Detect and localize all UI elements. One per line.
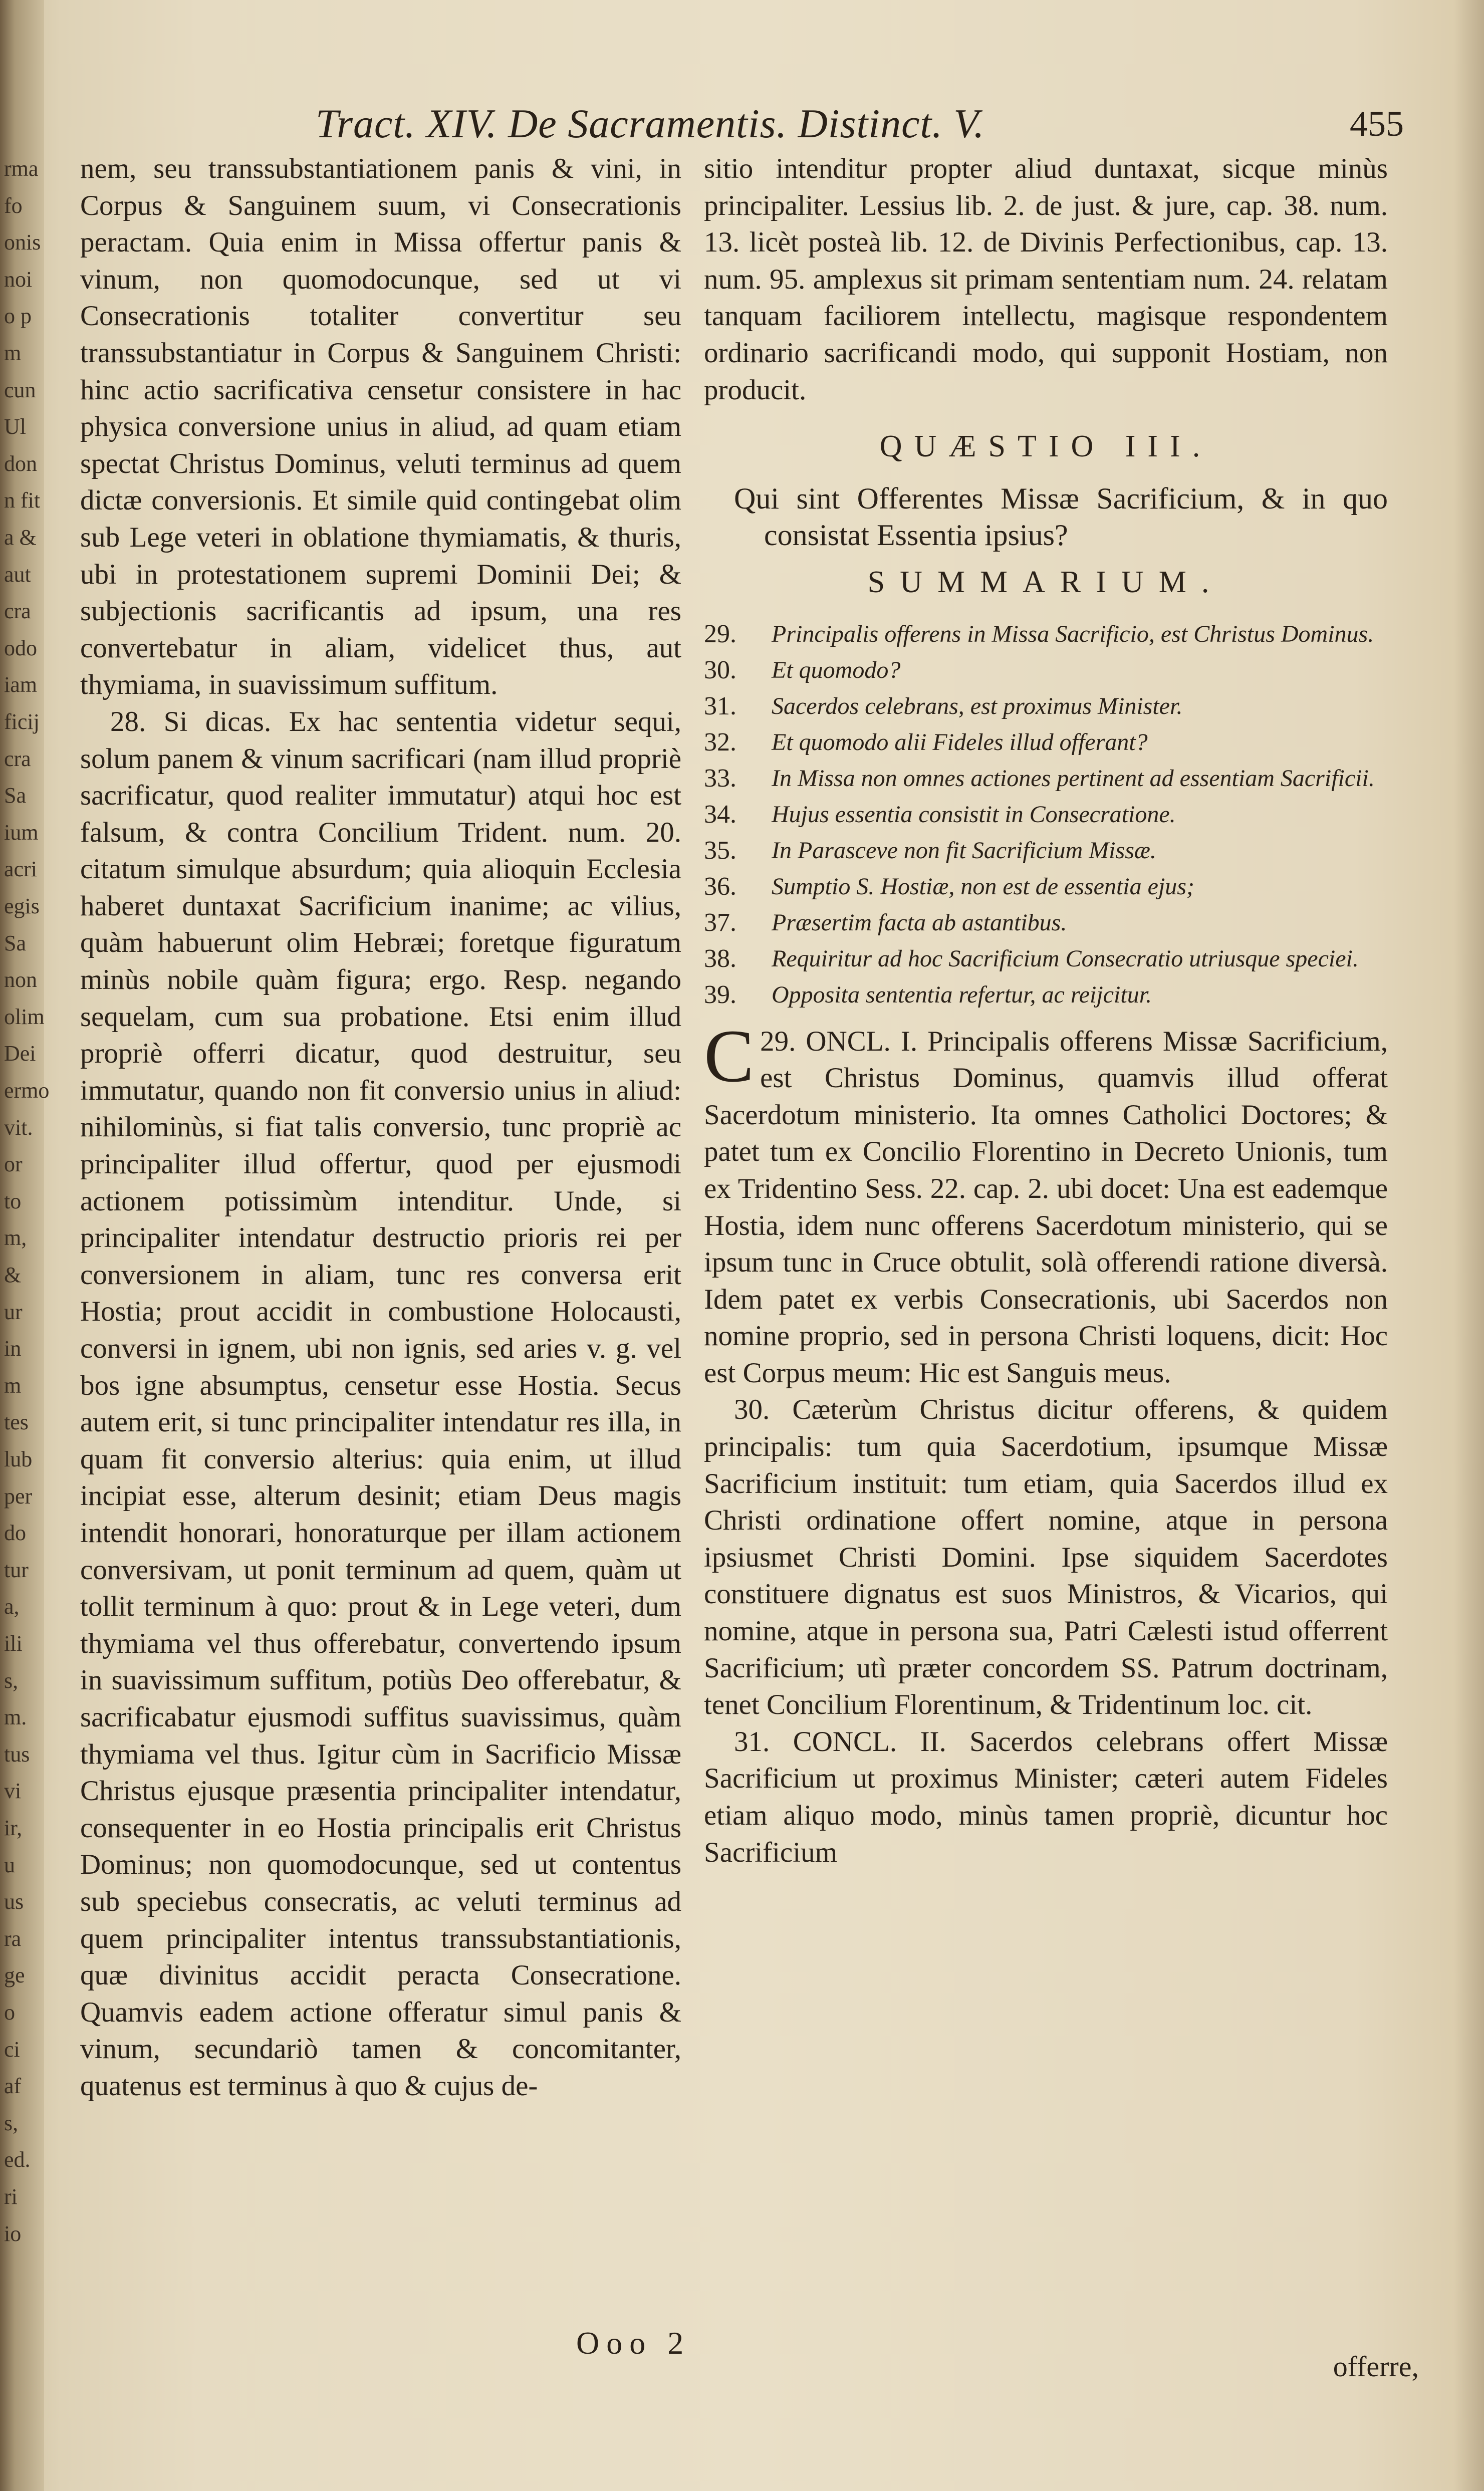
margin-fragment: ir, <box>4 1816 23 1840</box>
margin-fragment: per <box>4 1483 33 1509</box>
margin-fragment: onis <box>4 230 41 255</box>
margin-fragment: ri <box>4 2184 18 2209</box>
margin-fragment: iam <box>4 672 37 697</box>
para-30: 30. Cæterùm Christus dicitur offerens, & quidem principalis: tum quia Sacerdotium, ipsumque Missæ Sacrificium instituit: tum etiam, quia Sacerdos illud ex Christi ordinatione offert nomine, atque in persona ipsiusmet Christi Domini. Ipse siquidem Sacerdotes constituere dignatus est suos Ministros, & Vicarios, qui nomine, atque in persona sua, Patri Cælesti istud offerrent Sacrificium; utì præter concordem SS. Patrum doctrinam, tenet Concilium Florentinum, & Tridentinum loc. cit. <box>704 1394 1388 1721</box>
margin-fragment: to <box>4 1188 22 1213</box>
margin-fragment: Sa <box>4 783 26 808</box>
summarium-item <box>704 797 1388 833</box>
summarium-item <box>704 761 1388 797</box>
margin-fragment: m <box>4 341 22 365</box>
margin-fragment: odo <box>4 635 37 660</box>
margin-fragment: rma <box>4 156 39 181</box>
summarium-number: 33. <box>704 764 736 793</box>
summarium-number: 32. <box>704 727 736 757</box>
catchword: offerre, <box>1333 2350 1419 2383</box>
summarium-list <box>704 616 1388 1013</box>
running-head <box>316 100 1429 145</box>
margin-fragment: m. <box>4 1705 27 1730</box>
margin-fragment: s, <box>4 2110 19 2135</box>
summarium-text: Hujus essentia consistit in Consecratione. <box>772 801 1176 828</box>
facing-page-edge <box>0 0 50 2491</box>
margin-fragment: in <box>4 1336 22 1361</box>
margin-fragment: & <box>4 1263 22 1287</box>
margin-fragment: tur <box>4 1557 29 1582</box>
summarium-item <box>704 869 1388 905</box>
margin-fragment: ficij <box>4 709 40 734</box>
margin-fragment: ge <box>4 1963 25 1988</box>
margin-fragment: Ul <box>4 414 26 439</box>
margin-fragment: do <box>4 1521 26 1546</box>
margin-fragment: tus <box>4 1741 30 1767</box>
left-column <box>80 150 681 2104</box>
margin-fragment: a, <box>4 1594 20 1619</box>
para-31: 31. CONCL. II. Sacerdos celebrans offert Missæ Sacrificium ut proximus Minister; cæteri autem Fideles etiam aliquo modo, minùs tamen propriè, dicuntur hoc Sacrificium <box>704 1725 1388 1868</box>
margin-fragment: o p <box>4 304 32 329</box>
summarium-item <box>704 652 1388 688</box>
summarium-text: Et quomodo alii Fideles illud offerant? <box>772 728 1148 756</box>
summarium-number: 31. <box>704 691 736 720</box>
right-column <box>704 150 1388 1871</box>
right-intro: sitio intenditur propter aliud duntaxat, sicque minùs principaliter. Lessius lib. 2. de just. & jure, cap. 38. num. 13. licèt posteà lib. 12. de Divinis Perfectionibus, cap. 13. num. 95. amplexus sit primam sententiam num. 24. relatam tanquam faciliorem intellectu, magisque respondentem ordinario sacrificandi modo, qui supponit Hostiam, non producit. <box>704 153 1388 406</box>
conclusion-1-text: ONCL. I. Principalis offerens Missæ Sacrificium, est Christus Dominus, quamvis illud offerat Sacerdotum ministerio. Ita omnes Catholici Doctores; & patet tum ex Concilio Florentino in Decreto Unionis, tum ex Tridentino Sess. 22. cap. 2. ubi docet: Una est eademque Hostia, idem nunc offerens Sacerdotum ministerio, qui se ipsum tunc in Cruce obtulit, solà offerendi ratione diversà. Idem patet ex verbis Consecrationis, ubi Sacerdos non nomine proprio, sed in persona Christi loquens, dicit: Hoc est Corpus meum: Hic est Sanguis meus. <box>704 1025 1388 1389</box>
summarium-text: Præsertim facta ab astantibus. <box>772 909 1067 936</box>
margin-fragment: o <box>4 2000 15 2025</box>
margin-fragment: fo <box>4 193 23 218</box>
summarium-text: Requiritur ad hoc Sacrificium Consecratio utriusque speciei. <box>772 945 1359 972</box>
margin-fragment: Dei <box>4 1041 36 1066</box>
summarium-number: 34. <box>704 800 736 829</box>
summarium-item <box>704 724 1388 761</box>
running-title: Tract. XIV. De Sacramentis. Distinct. V. <box>316 101 985 146</box>
summarium-text: Sacerdos celebrans, est proximus Minister. <box>772 692 1183 719</box>
page-number: 455 <box>1350 104 1404 144</box>
left-para-1: nem, seu transsubstantiationem panis & vini, in Corpus & Sanguinem suum, vi Consecrationis peractam. Quia enim in Missa offertur panis & vinum, non quomodocunque, sed ut vi Consecrationis totaliter convertitur seu transsubstantiatur in Corpus & Sanguinem Christi: hinc actio sacrificativa censetur consistere in hac physica conversione unius in aliud, ad quam etiam spectat Christus Dominus, veluti terminus ad quem dictæ conversionis. Et simile quid contingebat olim sub Lege veteri in oblatione thymiamatis, & thuris, ubi in protestationem supremi Dominii Dei; & subjectionis sacrificantis ad ipsum, una res convertebatur in aliam, videlicet thus, aut thymiama, in suavissimum suffitum. <box>80 153 681 701</box>
margin-fragment: cun <box>4 377 36 402</box>
margin-fragment: us <box>4 1889 24 1914</box>
summarium-text: In Missa non omnes actiones pertinent ad essentiam Sacrificii. <box>772 765 1375 792</box>
summarium-number: 30. <box>704 655 736 684</box>
margin-fragment: u <box>4 1852 15 1877</box>
summarium-item <box>704 833 1388 869</box>
signature-mark: Ooo 2 <box>576 2325 691 2361</box>
margin-fragment: cra <box>4 599 31 624</box>
summarium-item <box>704 941 1388 977</box>
margin-fragment: ermo <box>4 1078 50 1103</box>
margin-fragment: lub <box>4 1447 33 1471</box>
margin-fragment: s, <box>4 1668 19 1693</box>
margin-fragment: ci <box>4 2037 20 2062</box>
margin-fragment: or <box>4 1152 23 1177</box>
question-heading: QUÆSTIO III. <box>879 429 1212 464</box>
margin-fragment: vi <box>4 1779 22 1804</box>
margin-fragment: ili <box>4 1631 23 1656</box>
margin-fragment: aut <box>4 562 31 587</box>
margin-fragment: ur <box>4 1299 23 1324</box>
margin-fragment: a & <box>4 525 37 550</box>
margin-fragment: egis <box>4 894 40 918</box>
summarium-text: In Parasceve non fit Sacrificium Missæ. <box>772 837 1156 864</box>
margin-fragment: acri <box>4 857 37 882</box>
drop-cap: C <box>704 1014 755 1098</box>
summarium-heading: SUMMARIUM. <box>867 565 1224 599</box>
margin-fragment: m <box>4 1373 22 1398</box>
summarium-item <box>704 905 1388 941</box>
question-title: Qui sint Offerentes Missæ Sacrificium, & in quo consistat Essentia ipsius? <box>734 481 1388 552</box>
summarium-number: 38. <box>704 944 736 973</box>
margin-fragment: vit. <box>4 1115 33 1140</box>
margin-fragment: n fit <box>4 488 41 513</box>
summarium-item <box>704 688 1388 724</box>
summarium-number: 39. <box>704 980 736 1009</box>
summarium-number: 35. <box>704 836 736 865</box>
margin-fragment: ra <box>4 1926 22 1951</box>
summarium-item <box>704 977 1388 1013</box>
summarium-number: 29. <box>704 619 736 648</box>
margin-fragment: olim <box>4 1004 45 1029</box>
margin-fragment: noi <box>4 267 33 292</box>
summarium-number: 37. <box>704 908 736 937</box>
margin-fragment: don <box>4 451 37 476</box>
conclusion-1 <box>704 1014 1388 1392</box>
margin-fragment: cra <box>4 746 31 771</box>
summarium-text: Opposita sententia refertur, ac reijcitur. <box>772 981 1152 1008</box>
summarium-text: Principalis offerens in Missa Sacrificio, est Christus Dominus. <box>772 620 1374 647</box>
margin-fragment: io <box>4 2221 22 2246</box>
conclusion-1-number: 29. <box>760 1025 796 1057</box>
summarium-item <box>704 616 1388 652</box>
margin-fragment: ed. <box>4 2147 31 2172</box>
margin-fragment: m, <box>4 1225 27 1251</box>
margin-fragment: Sa <box>4 930 26 955</box>
margin-fragment: ium <box>4 820 39 845</box>
left-para-2: 28. Si dicas. Ex hac sententia videtur sequi, solum panem & vinum sacrificari (nam illud propriè sacrificatur, quod realiter immutatur) atqui hoc est falsum, & contra Concilium Trident. num. 20. citatum simulque absurdum; quia alioquin Ecclesia haberet duntaxat Sacrificium inanime; ac vilius, quàm habuerunt olim Hebræi; foretque figuratum minùs nobile quàm figura; ergo. Resp. negando sequelam, cum sua probatione. Etsi enim illud propriè offerri dicatur, quod destruitur, seu immutatur, quando non fit conversio unius in aliud: nihilominùs, si fiat talis conversio, tunc propriè ac principaliter illud offertur, quod per ejusmodi actionem potissimùm intenditur. Unde, si principaliter intendatur destructio prioris rei per conversionem in aliam, tunc res conversa erit Hostia; prout accidit in combustione Holocausti, conversi in ignem, ubi non ignis, sed aries v. g. vel bos igne absumptus, censetur esse Hostia. Secus autem erit, si tunc principaliter intendatur res illa, in quam fit conversio alterius: quia enim, ut illud incipiat esse, alterum desinit; etiam Deus magis intendit honorari, honoraturque per illam actionem conversivam, ut ponit terminum ad quem, quàm ut tollit terminum à quo: prout & in Lege veteri, dum thymiama vel thus offerebatur, convertendo ipsum in suavissimum suffitum, potiùs Deo offerebatur, & sacrificabatur ejusmodi suffitus suavissimus, quàm thymiama vel thus. Igitur cùm in Sacrificio Missæ Christus ejusque præsentia principaliter intendatur, consequenter in eo Hostia principalis erit Christus Dominus; non quomodocunque, sed ut contentus sub speciebus consecratis, ac veluti terminus ad quem principaliter intentus transsubstantiationis, quæ divinitus accidit peracta Consecratione. Quamvis eadem actione offeratur simul panis & vinum, secundariò tamen & concomitanter, quatenus est terminus à quo & cujus de- <box>80 705 681 2102</box>
margin-fragment: non <box>4 967 37 992</box>
summarium-number: 36. <box>704 872 736 901</box>
margin-fragment: af <box>4 2074 22 2099</box>
summarium-text: Et quomodo? <box>772 656 901 683</box>
page-edge-shadow <box>1454 0 1484 2491</box>
summarium-text: Sumptio S. Hostiæ, non est de essentia ejus; <box>772 873 1194 900</box>
margin-fragment: tes <box>4 1410 29 1435</box>
